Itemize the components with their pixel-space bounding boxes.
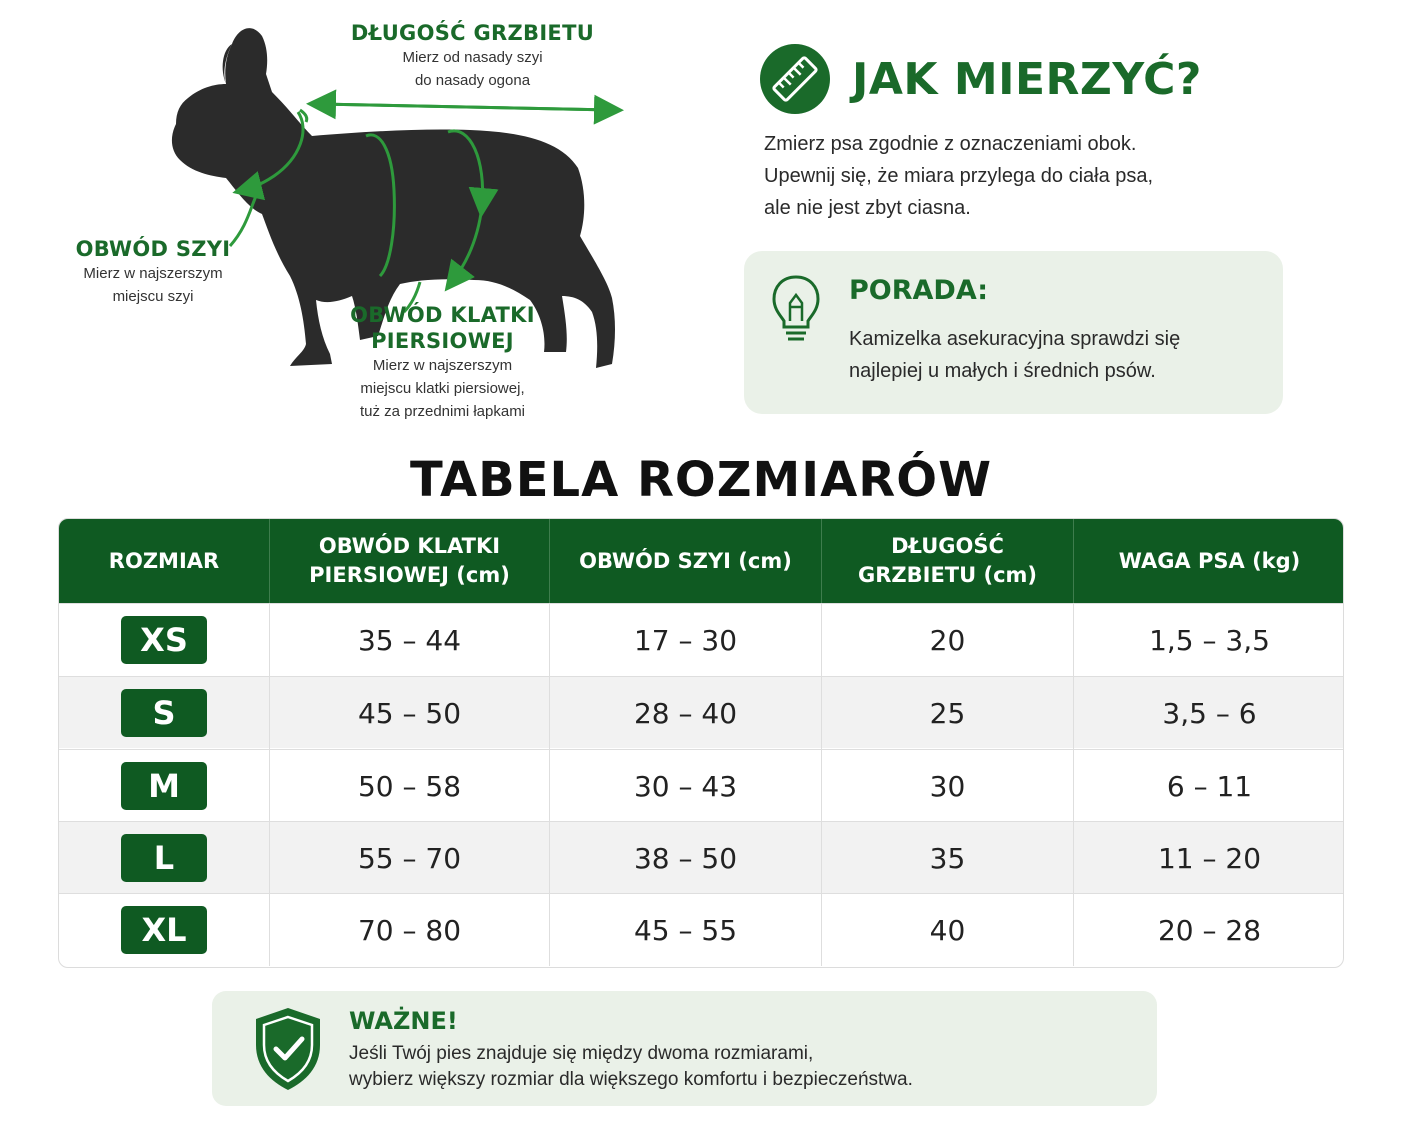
chest-title-1: OBWÓD KLATKI [350, 303, 535, 327]
ruler-icon [760, 44, 830, 114]
important-title: WAŻNE! [349, 1007, 458, 1035]
neck-cell: 38 – 50 [550, 822, 822, 894]
header-size-label: ROZMIAR [108, 548, 220, 573]
weight-cell: 20 – 28 [1157, 913, 1262, 947]
neck-annotation [48, 236, 258, 308]
chest-desc-1: Mierz w najszerszym [372, 357, 513, 374]
chest-cell: 70 – 80 [270, 894, 550, 966]
how-to-measure-text [764, 128, 1304, 224]
weight-cell: 1,5 – 3,5 [1149, 623, 1270, 657]
chest-title-2: PIERSIOWEJ [371, 329, 514, 353]
chest-cell: 50 – 58 [270, 750, 550, 822]
table-row [59, 893, 1344, 965]
tip-line-1: Kamizelka asekuracyjna sprawdzi się [849, 328, 1181, 350]
neck-cell: 28 – 40 [550, 677, 822, 749]
lightbulb-icon [768, 273, 824, 345]
header-size [59, 519, 270, 603]
neck-desc-1: Mierz w najszerszym [83, 265, 223, 282]
size-badge: XS [121, 616, 207, 664]
size-table-title: TABELA ROZMIARÓW [409, 452, 993, 508]
size-badge: M [121, 762, 207, 810]
important-notice [212, 991, 1157, 1106]
table-row [59, 749, 1344, 821]
tip-title: PORADA: [849, 275, 989, 306]
how-to-line-3: ale nie jest zbyt ciasna. [764, 197, 971, 219]
chest-cell: 35 – 44 [270, 604, 550, 676]
chest-annotation [320, 302, 565, 423]
back-length-desc-2: do nasady ogona [414, 72, 531, 89]
tip-text [849, 323, 1269, 387]
size-cell [59, 822, 270, 894]
size-badge: S [121, 689, 207, 737]
tip-box [744, 251, 1283, 414]
neck-title: OBWÓD SZYI [75, 237, 231, 261]
size-cell [59, 604, 270, 676]
important-text [349, 1041, 1149, 1093]
important-line-2: wybierz większy rozmiar dla większego komfortu i bezpieczeństwa. [349, 1069, 913, 1090]
size-badge: L [121, 834, 207, 882]
weight-cell: 11 – 20 [1157, 841, 1262, 875]
back-length-desc-1: Mierz od nasady szyi [402, 49, 543, 66]
table-header-row [59, 519, 1344, 603]
size-cell [59, 677, 270, 749]
header-neck [550, 519, 822, 603]
back-length-annotation [340, 20, 605, 92]
header-back-line-1: DŁUGOŚĆ [891, 534, 1004, 558]
neck-desc-2: miejscu szyi [112, 288, 194, 305]
back-length-title: DŁUGOŚĆ GRZBIETU [350, 21, 595, 45]
size-cell [59, 894, 270, 966]
chest-cell: 45 – 50 [270, 677, 550, 749]
header-chest-line-1: OBWÓD KLATKI [318, 534, 501, 558]
neck-cell: 17 – 30 [550, 604, 822, 676]
table-row [59, 676, 1344, 748]
table-row [59, 821, 1344, 893]
header-chest-line-2: PIERSIOWEJ (cm) [309, 563, 510, 587]
size-table [58, 518, 1344, 968]
header-weight-label: WAGA PSA (kg) [1118, 548, 1301, 573]
neck-cell: 30 – 43 [550, 750, 822, 822]
table-row [59, 603, 1344, 675]
header-back-line-2: GRZBIETU (cm) [857, 563, 1037, 587]
chest-desc-2: miejscu klatki piersiowej, [360, 380, 525, 397]
size-badge: XL [121, 906, 207, 954]
back-cell: 30 [822, 750, 1074, 822]
how-to-line-1: Zmierz psa zgodnie z oznaczeniami obok. [764, 133, 1137, 155]
chest-cell: 55 – 70 [270, 822, 550, 894]
important-line-1: Jeśli Twój pies znajduje się między dwoma rozmiarami, [349, 1043, 814, 1064]
how-to-measure-title: JAK MIERZYĆ? [852, 54, 1202, 105]
back-cell: 40 [822, 894, 1074, 966]
chest-desc-3: tuż za przednimi łapkami [359, 403, 526, 420]
header-neck-label: OBWÓD SZYI (cm) [579, 548, 792, 573]
back-cell: 20 [822, 604, 1074, 676]
weight-cell: 3,5 – 6 [1162, 696, 1257, 730]
size-cell [59, 750, 270, 822]
how-to-line-2: Upewnij się, że miara przylega do ciała psa, [764, 165, 1154, 187]
header-weight [1074, 519, 1344, 603]
shield-check-icon [252, 1005, 324, 1093]
header-chest [270, 519, 550, 603]
dog-measurement-diagram [0, 0, 720, 440]
back-cell: 35 [822, 822, 1074, 894]
weight-cell: 6 – 11 [1166, 769, 1253, 803]
tip-line-2: najlepiej u małych i średnich psów. [849, 360, 1156, 382]
header-back [822, 519, 1074, 603]
neck-cell: 45 – 55 [550, 894, 822, 966]
back-cell: 25 [822, 677, 1074, 749]
